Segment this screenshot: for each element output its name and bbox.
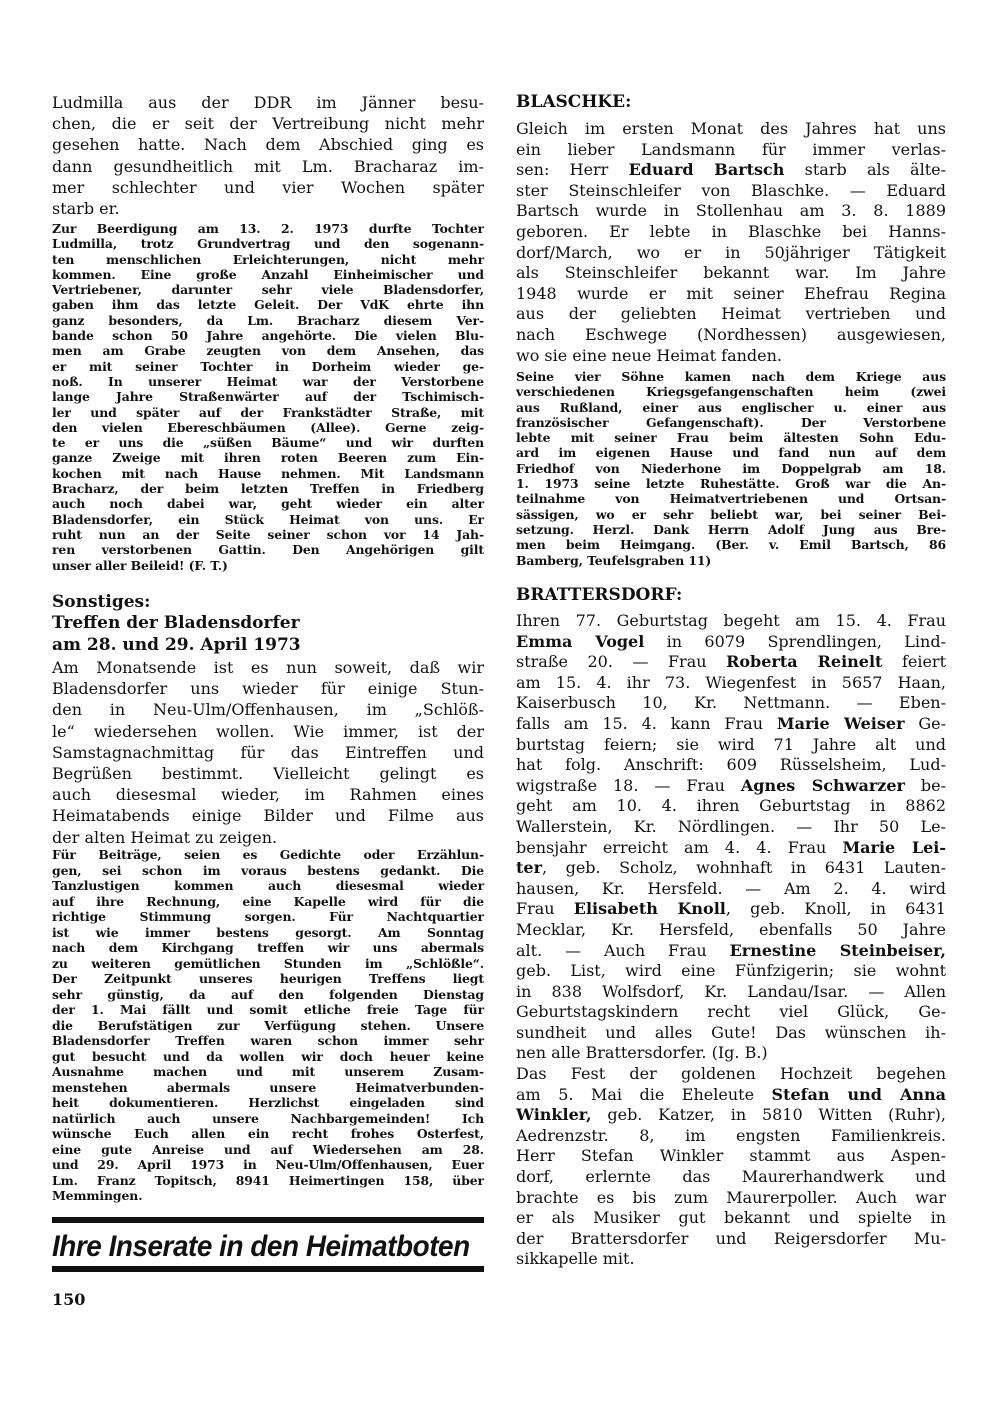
obituary-paragraph-small xyxy=(52,221,484,573)
text-line xyxy=(52,847,484,863)
text-line xyxy=(516,119,946,140)
text-line xyxy=(52,1080,484,1096)
text-line xyxy=(516,522,946,537)
text-segment: nach dem Kirchgang treffen wir uns abermals xyxy=(52,940,484,955)
text-line xyxy=(516,1208,946,1229)
text-segment: Am Monatsende ist es nun soweit, daß wir xyxy=(52,658,484,677)
text-segment: geb. Katzer, in 5810 Witten (Ruhr), xyxy=(591,1105,946,1125)
advert-banner xyxy=(52,1230,484,1264)
blaschke-paragraph-small xyxy=(516,369,946,568)
text-segment: ren verstorbenen Gattin. Den Angehörigen gilt xyxy=(52,542,484,558)
text-segment: gut besucht und da wollen wir doch heuer keine xyxy=(52,1048,484,1064)
text-line xyxy=(516,755,946,776)
text-line xyxy=(52,359,484,374)
text-line xyxy=(516,1229,946,1250)
text-line xyxy=(52,134,484,155)
text-segment: hat folg. Anschrift: 609 Rüsselsheim, Lud- xyxy=(516,755,946,775)
text-line xyxy=(516,1126,946,1147)
text-segment: ganz besonders, da Lm. Bracharz diesem Ver- xyxy=(52,312,484,328)
text-segment: starb als älte- xyxy=(784,160,947,180)
text-line xyxy=(516,961,946,982)
text-line xyxy=(516,263,946,284)
text-line xyxy=(516,817,946,838)
text-segment: Ihren 77. Geburtstag begeht am 15. 4. Frau xyxy=(516,611,946,630)
banner-rule-bottom xyxy=(52,1266,484,1272)
text-segment: ist wie immer bestens gesorgt. Am Sonntag xyxy=(52,924,484,940)
page-number: 150 xyxy=(52,1290,86,1309)
text-line xyxy=(516,160,946,181)
text-segment: Gleich im ersten Monat des Jahres hat uns xyxy=(516,119,946,138)
text-line xyxy=(52,450,484,465)
text-segment: burtstag feiern; sie wird 71 Jahre alt und xyxy=(516,734,946,754)
text-line xyxy=(516,243,946,264)
text-segment: dann gesundheitlich mit Lm. Bracharaz im- xyxy=(52,156,484,176)
text-segment: natürlich auch unsere Nachbargemeinden! Ich xyxy=(52,1110,484,1126)
text-segment: er als Musiker gut bekannt und spielte in xyxy=(516,1208,946,1228)
text-line xyxy=(516,284,946,305)
text-segment: als Steinschleifer bekannt war. Im Jahre xyxy=(516,263,946,283)
text-segment: geb. List, wird eine Fünfzigerin; sie wohnt xyxy=(516,961,946,981)
text-segment: kommen. Eine große Anzahl Einheimischer und xyxy=(52,266,484,282)
text-segment: bensjahr erreicht am 4. 4. Frau xyxy=(516,837,843,857)
bold-name: Winkler, xyxy=(516,1105,592,1125)
text-line xyxy=(52,784,484,805)
text-line xyxy=(516,838,946,859)
text-segment: Seine vier Söhne kamen nach dem Kriege aus xyxy=(516,369,946,384)
text-segment: unser aller Beileid! (F. T.) xyxy=(52,557,228,573)
text-line xyxy=(516,384,946,399)
text-line xyxy=(52,527,484,542)
text-segment: gaben ihm das letzte Geleit. Der VdK ehrte ihn xyxy=(52,297,484,313)
bold-name: Emma Vogel xyxy=(516,631,645,651)
text-segment: be- xyxy=(904,775,947,795)
section-heading-sonstiges: Sonstiges: xyxy=(52,592,151,612)
text-line xyxy=(516,346,946,367)
text-line xyxy=(516,941,946,962)
text-segment: ard im eigenen Hause und fand nun auf dem xyxy=(516,445,946,461)
text-line xyxy=(52,236,484,251)
text-line xyxy=(516,1085,946,1106)
text-line xyxy=(516,415,946,430)
text-line xyxy=(52,971,484,987)
text-line xyxy=(516,507,946,522)
text-segment: Bladensdorfer, ein Stück Heimat von uns. Er xyxy=(52,511,484,527)
text-segment: ler und später auf der Frankstädter Straße, mit xyxy=(52,404,484,420)
text-segment: Das Fest der goldenen Hochzeit begehen xyxy=(516,1064,946,1084)
text-line xyxy=(52,894,484,910)
text-segment: ruht nun an der Seite seiner schon vor 14 Jah- xyxy=(52,526,484,542)
text-line xyxy=(52,328,484,343)
text-line xyxy=(516,476,946,491)
text-segment: sundheit und alles Gute! Das wünschen ih- xyxy=(516,1022,946,1042)
text-segment: Tanzlustigen kommen auch diesesmal wieder xyxy=(52,878,484,893)
text-segment: ten menschlichen Erleichterungen, nicht mehr xyxy=(52,251,484,267)
text-segment: falls am 15. 4. kann Frau xyxy=(516,713,777,733)
text-line xyxy=(516,1023,946,1044)
text-segment: den in Neu-Ulm/Offenhausen, im „Schlöß- xyxy=(52,700,484,720)
text-line xyxy=(52,1018,484,1034)
text-line xyxy=(516,201,946,222)
text-segment: lange Jahre Straßenwärter auf der Tschimisch- xyxy=(52,389,484,405)
text-segment: dorf/March, wo er in 50jähriger Tätigkeit xyxy=(516,242,946,262)
text-line xyxy=(52,177,484,198)
text-line xyxy=(516,537,946,552)
text-segment: Bracharz, der beim letzten Treffen in Friedberg xyxy=(52,481,484,497)
text-segment: Friedhof von Niederhone im Doppelgrab am 18. xyxy=(516,460,946,476)
text-line xyxy=(52,1142,484,1158)
text-line xyxy=(516,611,946,632)
text-segment: Aedrenzstr. 8, im engsten Familienkreis. xyxy=(516,1125,946,1145)
text-line xyxy=(52,420,484,435)
text-line xyxy=(52,1064,484,1080)
text-segment: Lm. Franz xyxy=(52,1172,155,1188)
text-line xyxy=(516,714,946,735)
bold-name: Elisabeth Knoll xyxy=(573,899,726,919)
text-line xyxy=(52,763,484,784)
text-segment: bande schon 50 Jahre angehörte. Die vielen Blu- xyxy=(52,328,484,344)
text-segment: Zur Beerdigung am 13. 2. 1973 durfte Tochter xyxy=(52,221,484,236)
bold-name: Topitsch, xyxy=(154,1172,217,1188)
text-line xyxy=(516,920,946,941)
text-segment: heit dokumentieren. Herzlichst eingeladen sind xyxy=(52,1095,484,1110)
text-segment: Für Beiträge, seien es Gedichte oder Erzählun- xyxy=(52,847,484,862)
text-segment: , geb. Knoll, in 6431 xyxy=(725,899,946,919)
text-segment: Bartsch wurde in Stollenhau am 3. 8. 1889 xyxy=(516,201,946,221)
text-segment: Kaiserbusch 10, Kr. Nettmann. — Eben- xyxy=(516,693,946,713)
meeting-paragraph-small xyxy=(52,847,484,1204)
text-segment: setzung. Herzl. Dank Herrn Adolf Jung aus Bre- xyxy=(516,521,946,537)
text-line xyxy=(516,461,946,476)
text-line xyxy=(52,156,484,177)
blaschke-paragraph-large xyxy=(516,119,946,366)
text-line xyxy=(52,481,484,496)
text-line xyxy=(516,1167,946,1188)
text-segment: ster Steinschleifer von Blaschke. — Eduard xyxy=(516,180,946,200)
text-line xyxy=(516,325,946,346)
text-line xyxy=(52,805,484,826)
text-line xyxy=(52,1095,484,1111)
text-segment: sehr günstig, da auf den folgenden Dienstag xyxy=(52,986,484,1002)
text-segment: Der Zeitpunkt unseres heurigen Treffens liegt xyxy=(52,971,484,986)
text-line xyxy=(52,221,484,236)
text-line xyxy=(52,496,484,511)
text-line xyxy=(516,1188,946,1209)
brattersdorf-paragraph xyxy=(516,611,946,1270)
bold-name: Roberta Reinelt xyxy=(726,652,883,672)
text-line xyxy=(516,304,946,325)
text-segment: Wallerstein, Kr. Nördlingen. — Ihr 50 Le- xyxy=(516,816,946,836)
text-line xyxy=(52,343,484,358)
text-line xyxy=(52,987,484,1003)
text-segment: die Berufstätigen zur Verfügung stehen. Unsere xyxy=(52,1017,484,1033)
text-line xyxy=(52,267,484,282)
text-segment: Ge- xyxy=(904,713,947,733)
text-segment: noß. In unserer Heimat war der Verstorbene xyxy=(52,373,484,389)
text-segment: Frau xyxy=(516,899,574,919)
text-segment: Memmingen. xyxy=(52,1188,143,1203)
meeting-paragraph-large xyxy=(52,657,484,848)
text-line xyxy=(52,1157,484,1173)
text-segment: gen, sei schon im voraus bestens gedankt. Die xyxy=(52,862,484,878)
bold-name: Marie Lei- xyxy=(842,837,946,857)
text-line xyxy=(516,1064,946,1085)
text-line xyxy=(516,181,946,202)
text-segment: sässigen, wo er sehr beliebt war, bei seiner Bei- xyxy=(516,506,946,522)
text-segment: wo sie eine neue Heimat fanden. xyxy=(516,345,783,365)
text-segment: Ausnahme machen und mit unserem Zusam- xyxy=(52,1064,484,1079)
text-segment: Samstagnachmittag für das Eintreffen und xyxy=(52,742,484,762)
text-line xyxy=(516,400,946,415)
text-segment: teilnahme von Heimatvertriebenen und Ortsan- xyxy=(516,491,946,507)
text-line xyxy=(52,435,484,450)
text-segment: den vielen Ebereschbäumen (Allee). Gerne zeig- xyxy=(52,419,484,435)
text-line xyxy=(52,909,484,925)
text-segment: men am Grabe zeugten von dem Ansehen, das xyxy=(52,343,484,359)
text-segment: te er uns die „süßen Bäume“ und wir durften xyxy=(52,435,484,451)
text-line xyxy=(52,657,484,678)
text-segment: Begrüßen bestimmt. Vielleicht gelingt es xyxy=(52,763,484,783)
text-segment: straße 20. — Frau xyxy=(516,652,727,672)
text-line xyxy=(52,198,484,219)
banner-rule-top xyxy=(52,1217,484,1223)
text-segment: Herr Stefan Winkler stammt aus Aspen- xyxy=(516,1146,946,1166)
text-segment: Bamberg, Teufelsgraben 11) xyxy=(516,552,712,568)
text-line xyxy=(52,1173,484,1189)
bold-name: Eduard Bartsch xyxy=(628,160,785,180)
text-line xyxy=(52,466,484,481)
text-line xyxy=(52,1002,484,1018)
text-line xyxy=(516,632,946,653)
text-segment: verschiedenen Kriegsgefangenschaften heim (zwei xyxy=(516,384,946,400)
text-segment: auch noch dabei war, geht wieder ein alter xyxy=(52,496,484,512)
text-line xyxy=(52,1188,484,1204)
text-line xyxy=(52,827,484,848)
bold-name: ter xyxy=(516,858,542,878)
text-segment: der alten Heimat zu zeigen. xyxy=(52,827,278,847)
text-segment: geht am 10. 4. ihren Geburtstag in 8862 xyxy=(516,796,946,816)
text-segment: der Brattersdorfer und Reigersdorfer Mu- xyxy=(516,1228,946,1248)
text-segment: alt. — Auch Frau xyxy=(516,940,730,960)
text-line xyxy=(516,1002,946,1023)
text-line xyxy=(52,512,484,527)
text-segment: 8941 Heimertingen 158, über xyxy=(216,1172,484,1188)
text-line xyxy=(52,1049,484,1065)
text-line xyxy=(52,542,484,557)
text-segment: in 838 Wolfsdorf, Kr. Landau/Isar. — Allen xyxy=(516,981,946,1001)
text-line xyxy=(516,1146,946,1167)
text-segment: zu weiteren gemütlichen Stunden im „Schlößle“. xyxy=(52,955,484,971)
text-line xyxy=(52,113,484,134)
text-segment: brachte es bis zum Maurerpoller. Auch war xyxy=(516,1187,946,1207)
text-line xyxy=(52,558,484,573)
text-line xyxy=(516,652,946,673)
text-line xyxy=(516,1043,946,1064)
text-line xyxy=(52,940,484,956)
text-segment: richtige Stimmung sorgen. Für Nachtquartier xyxy=(52,909,484,924)
text-segment: eine gute Anreise und auf Wiedersehen am 28. xyxy=(52,1141,484,1157)
bold-name: Ernestine Steinbeiser, xyxy=(729,940,946,960)
text-segment: 1. 1973 seine letzte Ruhestätte. Groß war die An- xyxy=(516,476,946,492)
text-line xyxy=(52,389,484,404)
text-line xyxy=(516,899,946,920)
text-segment: Heimatabends einige Bilder und Filme aus xyxy=(52,806,484,826)
text-line xyxy=(52,678,484,699)
text-segment: chen, die er seit der Vertreibung nicht mehr xyxy=(52,114,484,134)
text-line xyxy=(52,405,484,420)
text-line xyxy=(52,742,484,763)
text-line xyxy=(516,673,946,694)
text-segment: feiert xyxy=(882,652,947,672)
text-segment: sikkapelle mit. xyxy=(516,1249,635,1269)
text-segment: Bladensdorfer Treffen waren schon immer sehr xyxy=(52,1033,484,1048)
text-segment: starb er. xyxy=(52,198,120,218)
text-line xyxy=(52,699,484,720)
text-line xyxy=(516,222,946,243)
text-segment: lebte mit seiner Frau beim ältesten Sohn Edu- xyxy=(516,430,946,446)
text-segment: auch diesesmal wieder, im Rahmen eines xyxy=(52,785,484,805)
text-segment: französischer Gefangenschaft). Der Verstorbene xyxy=(516,414,946,430)
text-line xyxy=(516,491,946,506)
text-segment: hausen, Kr. Hersfeld. — Am 2. 4. wird xyxy=(516,878,946,898)
text-segment: am 5. Mai die Eheleute xyxy=(516,1084,772,1104)
text-line xyxy=(516,693,946,714)
text-segment: geboren. Er lebte in Blaschke bei Hanns- xyxy=(516,221,946,241)
text-segment: mer schlechter und vier Wochen später xyxy=(52,177,484,197)
text-line xyxy=(52,374,484,389)
section-heading-blaschke: BLASCHKE: xyxy=(516,92,632,112)
text-line xyxy=(516,369,946,384)
bold-name: Stefan und Anna xyxy=(771,1084,947,1104)
text-line xyxy=(516,553,946,568)
text-segment: nach Eschwege (Nordhessen) ausgewiesen, xyxy=(516,324,946,344)
text-segment: 1948 wurde er mit seiner Ehefrau Regina xyxy=(516,283,946,303)
text-line xyxy=(52,1111,484,1127)
text-segment: wünsche Euch allen ein recht frohes Osterfest, xyxy=(52,1126,484,1141)
text-segment: der 1. Mai fällt und somit etliche freie Tage für xyxy=(52,1002,484,1017)
text-segment: kochen mit nach Hause nehmen. Mit Landsmann xyxy=(52,465,484,481)
text-line xyxy=(516,430,946,445)
text-line xyxy=(516,1249,946,1270)
text-line xyxy=(516,140,946,161)
text-line xyxy=(52,92,484,113)
text-line xyxy=(52,721,484,742)
text-segment: , geb. Scholz, wohnhaft in 6431 Lauten- xyxy=(542,858,946,878)
text-segment: Bladensdorfer uns wieder für einige Stun- xyxy=(52,679,484,699)
text-line xyxy=(516,879,946,900)
text-segment: Geburtstagskindern recht viel Glück, Ge- xyxy=(516,1002,946,1022)
text-line xyxy=(52,863,484,879)
text-line xyxy=(516,796,946,817)
text-segment: Ludmilla, trotz Grundvertrag und den sogenann- xyxy=(52,236,484,252)
text-line xyxy=(516,776,946,797)
text-line xyxy=(52,878,484,894)
text-segment: und 29. April 1973 in Neu-Ulm/Offenhausen, Euer xyxy=(52,1157,484,1172)
text-segment: auf ihre Rechnung, eine Kapelle wird für die xyxy=(52,893,484,909)
text-segment: ein lieber Landsmann für immer verlas- xyxy=(516,139,946,159)
text-segment: gesehen hatte. Nach dem Abschied ging es xyxy=(52,135,484,155)
bold-name: Agnes Schwarzer xyxy=(740,775,905,795)
text-line xyxy=(516,1105,946,1126)
text-segment: sen: Herr xyxy=(516,160,629,180)
bold-name: Marie Weiser xyxy=(776,713,905,733)
text-segment: Ludmilla aus der DDR im Jänner besu- xyxy=(52,93,484,112)
text-segment: Mecklar, Kr. Hersfeld, ebenfalls 50 Jahre xyxy=(516,919,946,939)
article-title-line-1: Treffen der Bladensdorfer xyxy=(52,613,300,633)
text-segment: wigstraße 18. — Frau xyxy=(516,775,741,795)
text-line xyxy=(52,252,484,267)
text-segment: ganze Zweige mit ihren roten Beeren zum Ein- xyxy=(52,450,484,466)
text-line xyxy=(52,297,484,312)
text-segment: le“ wiedersehen wollen. Wie immer, ist der xyxy=(52,721,484,741)
text-segment: er mit seiner Tochter in Dorheim wieder ge- xyxy=(52,358,484,374)
advert-banner-text: Ihre Inserate in den Heimatboten xyxy=(52,1230,470,1263)
article-title-line-2: am 28. und 29. April 1973 xyxy=(52,635,301,655)
text-line xyxy=(52,313,484,328)
text-line xyxy=(516,858,946,879)
text-line xyxy=(516,982,946,1003)
text-segment: menstehen abermals unsere Heimatverbunden- xyxy=(52,1079,484,1095)
text-segment: aus Rußland, einer aus englischer u. einer aus xyxy=(516,399,946,415)
section-heading-brattersdorf: BRATTERSDORF: xyxy=(516,585,683,605)
text-segment: men beim Heimgang. (Ber. v. Emil Bartsch, 86 xyxy=(516,537,946,553)
text-segment: aus der geliebten Heimat vertrieben und xyxy=(516,304,946,324)
text-line xyxy=(52,956,484,972)
text-segment: am 15. 4. ihr 73. Wiegenfest in 5657 Haan, xyxy=(516,672,946,692)
text-line xyxy=(516,445,946,460)
text-segment: nen alle Brattersdorfer. (Ig. B.) xyxy=(516,1043,768,1063)
text-line xyxy=(52,1126,484,1142)
obituary-paragraph-large xyxy=(52,92,484,219)
text-line xyxy=(52,282,484,297)
text-line xyxy=(52,1033,484,1049)
text-line xyxy=(52,925,484,941)
text-segment: in 6079 Sprendlingen, Lind- xyxy=(644,631,946,651)
text-line xyxy=(516,735,946,756)
text-segment: Vertriebener, darunter sehr viele Bladensdorfer, xyxy=(52,282,484,298)
text-segment: dorf, erlernte das Maurerhandwerk und xyxy=(516,1167,946,1187)
